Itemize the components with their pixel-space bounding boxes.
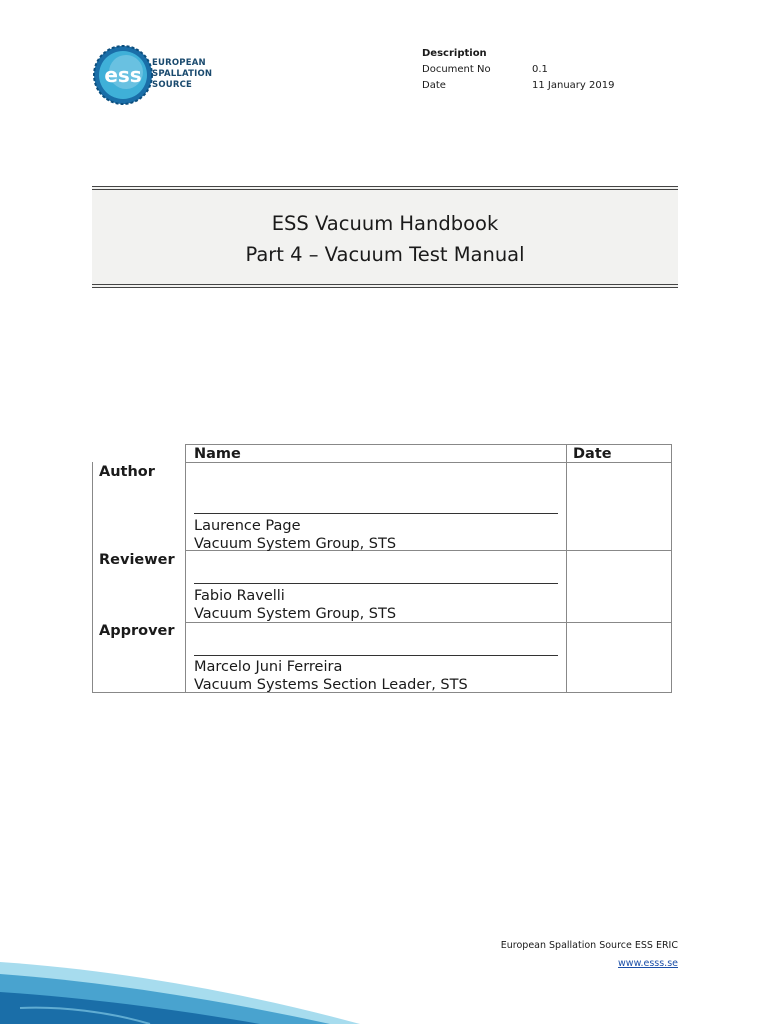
role-reviewer: Reviewer xyxy=(99,552,175,568)
signer-org: Vacuum Systems Section Leader, STS xyxy=(194,677,468,693)
document-title: ESS Vacuum Handbook xyxy=(271,212,499,235)
table-border xyxy=(92,462,93,693)
meta-key: Date xyxy=(422,80,446,91)
document-subtitle: Part 4 – Vacuum Test Manual xyxy=(245,243,525,266)
column-header-date: Date xyxy=(573,446,612,462)
meta-row-date xyxy=(422,78,652,94)
role-author: Author xyxy=(99,464,155,480)
table-border xyxy=(671,444,672,693)
meta-row-docno xyxy=(422,62,652,78)
signer-name: Laurence Page xyxy=(194,518,301,534)
meta-key: Document No xyxy=(422,64,491,75)
column-header-name: Name xyxy=(194,446,241,462)
meta-value: 0.1 xyxy=(532,64,548,75)
role-approver: Approver xyxy=(99,623,175,639)
table-border xyxy=(185,462,672,463)
meta-heading: Description xyxy=(422,48,487,59)
table-border xyxy=(566,444,567,693)
signature-line[interactable] xyxy=(194,655,558,656)
logo-line-1: EUROPEAN xyxy=(152,58,206,68)
ess-logo-icon xyxy=(92,44,154,106)
signature-line[interactable] xyxy=(194,513,558,514)
title-box xyxy=(92,186,678,288)
logo-line-2: SPALLATION xyxy=(152,69,213,79)
signer-org: Vacuum System Group, STS xyxy=(194,536,397,552)
signer-name: Fabio Ravelli xyxy=(194,588,285,604)
signer-name: Marcelo Juni Ferreira xyxy=(194,659,343,675)
logo-wordmark xyxy=(152,58,242,91)
table-border xyxy=(185,444,186,693)
document-meta xyxy=(422,46,652,94)
signature-line[interactable] xyxy=(194,583,558,584)
meta-value: 11 January 2019 xyxy=(532,80,615,91)
svg-text:ess: ess xyxy=(104,63,142,87)
signer-org: Vacuum System Group, STS xyxy=(194,606,397,622)
footer-link[interactable]: www.esss.se xyxy=(618,958,678,969)
table-border xyxy=(185,444,672,445)
footer-organisation: European Spallation Source ESS ERIC xyxy=(500,940,678,951)
ess-logo xyxy=(92,44,232,106)
logo-line-3: SOURCE xyxy=(152,80,193,90)
